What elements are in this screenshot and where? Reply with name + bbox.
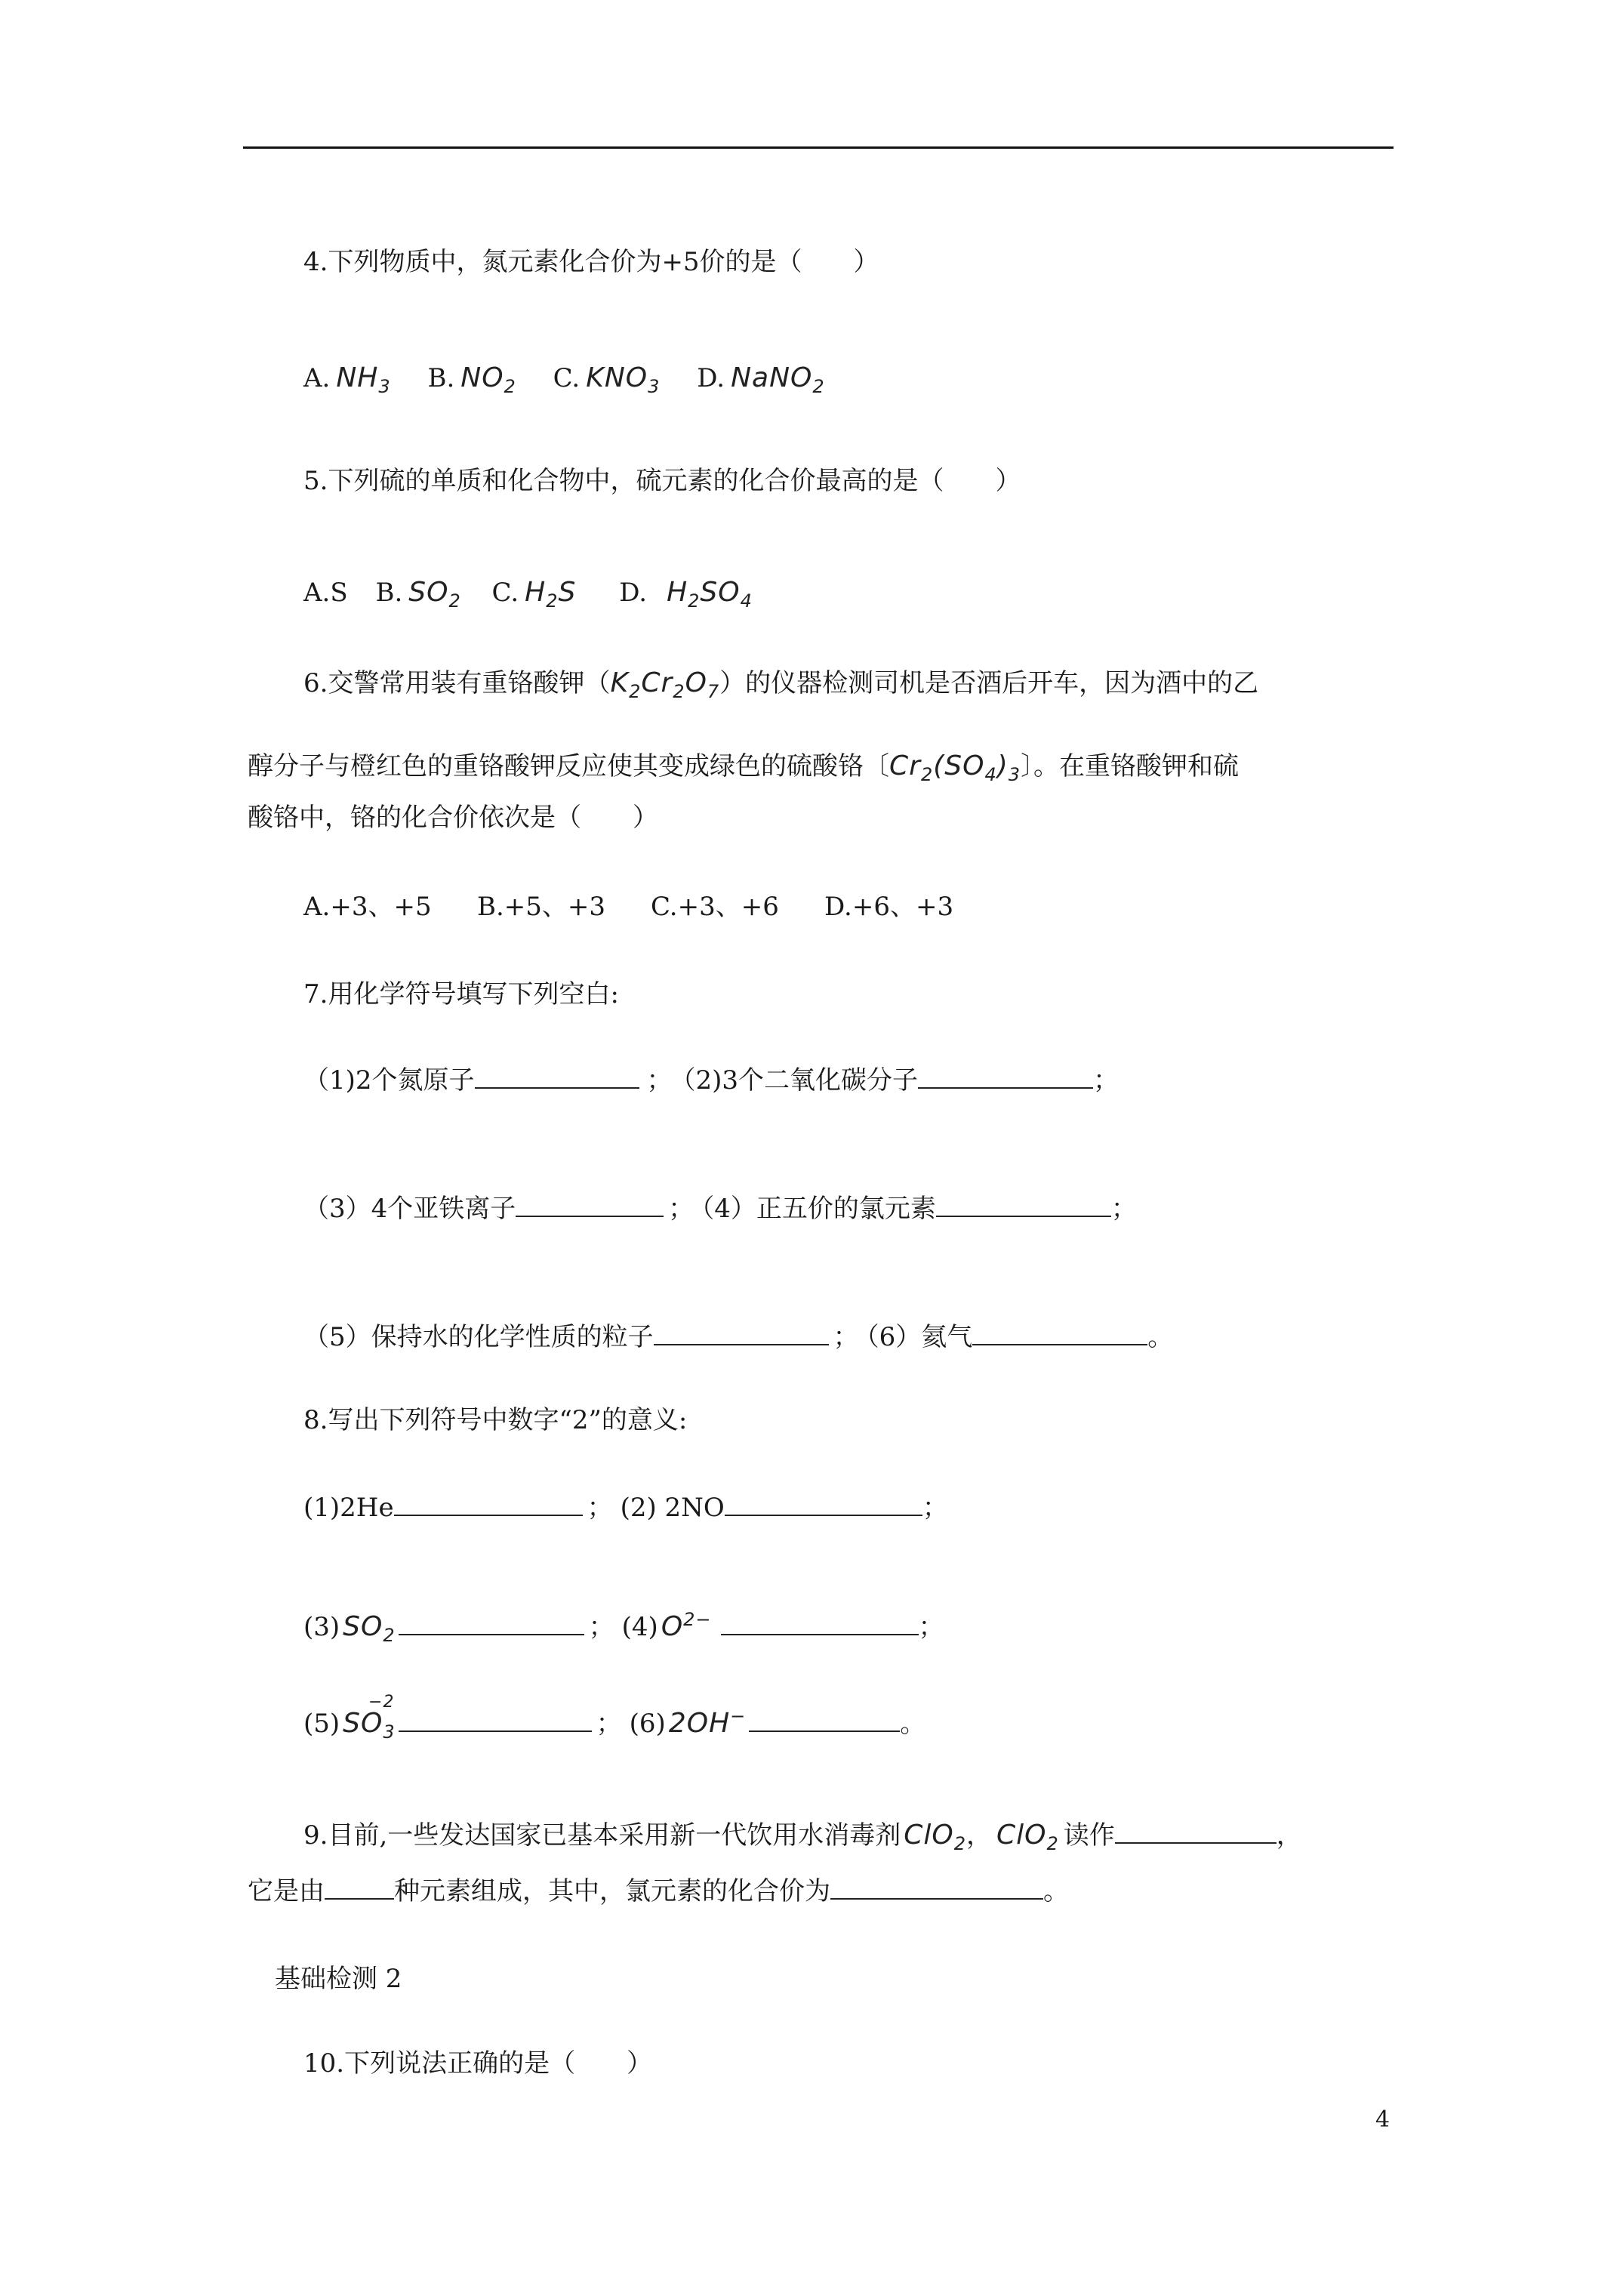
q6-option-d: D.+6、+3	[824, 892, 954, 922]
q4-option-a: A. $NH_3$	[303, 362, 391, 398]
q7-stem: 7.用化学符号填写下列空白:	[303, 979, 619, 1009]
q4-option-d: D. NaNO$_2$	[697, 362, 825, 398]
q7-blank-4[interactable]	[936, 1193, 1111, 1217]
page-number: 4	[1375, 2106, 1390, 2133]
q10-stem: 10.下列说法正确的是（ ）	[303, 2048, 653, 2079]
q9-line-1: 9.目前,一些发达国家已基本采用新一代饮用水消毒剂 ClO$_2$， ClO$_2$ 读作 ，	[303, 1820, 1302, 1855]
q6-option-a: A.+3、+5	[303, 892, 432, 922]
section-heading: 基础检测 2	[275, 1964, 402, 1994]
q5-option-d: D. $H_2SO_4$	[619, 577, 753, 612]
q7-blank-1[interactable]	[475, 1065, 639, 1089]
q8-row-1: (1)2He ； (2) 2NO ；	[303, 1493, 948, 1523]
header-rule	[243, 146, 1394, 149]
q6-line-3: 酸铬中，铬的化合价依次是（ ）	[248, 803, 658, 833]
q9-blank-2[interactable]	[325, 1875, 394, 1900]
q6-options	[303, 889, 953, 924]
q4-option-b: B. $NO_2$	[427, 362, 516, 398]
q7-blank-5[interactable]	[654, 1321, 829, 1345]
q7-row-1: （1)2个氮原子 ； （2)3个二氧化碳分子 ；	[303, 1065, 1119, 1096]
q7-blank-3[interactable]	[516, 1193, 664, 1217]
q6-option-b: B.+5、+3	[477, 892, 606, 922]
q8-blank-4[interactable]	[721, 1611, 919, 1635]
q8-blank-6[interactable]	[749, 1708, 900, 1732]
q9-blank-3[interactable]	[830, 1875, 1043, 1900]
q8-blank-5[interactable]	[399, 1708, 592, 1732]
q5-options	[303, 575, 753, 618]
q4-stem: 4.下列物质中，氮元素化合价为+5价的是（ ）	[303, 247, 879, 277]
q8-row-3: (5) S −2 $O_3$ ； (6) 2OH− 。	[303, 1693, 926, 1743]
q5-option-c: C. $H_2S$	[491, 577, 577, 612]
q7-blank-6[interactable]	[972, 1321, 1147, 1345]
q9-line-2: 它是由 种元素组成，其中，氯元素的化合价为 。	[248, 1876, 1069, 1906]
q6-option-c: C.+3、+6	[651, 892, 779, 922]
q5-stem: 5.下列硫的单质和化合物中，硫元素的化合价最高的是（ ）	[303, 466, 1021, 496]
q8-row-2: (3) $SO_2$ ； (4) $O^{2-}$ ；	[303, 1609, 944, 1647]
q7-row-2: （3）4个亚铁离子 ； （4）正五价的氯元素 ；	[303, 1194, 1137, 1224]
q7-blank-2[interactable]	[918, 1065, 1093, 1089]
q8-stem: 8.写出下列符号中数字“2”的意义:	[303, 1405, 688, 1435]
q9-blank-1[interactable]	[1115, 1820, 1277, 1844]
q6-line-1: 6.交警常用装有重铬酸钾$(K_2Cr_2O_7)$的仪器检测司机是否酒后开车，因为酒中的乙	[303, 667, 1259, 703]
q5-option-b: B. $SO_2$	[375, 577, 461, 612]
q8-blank-1[interactable]	[394, 1492, 583, 1516]
q4-options	[303, 361, 825, 404]
q6-formula-k2cr2o7: $K_2Cr_2O_7$	[610, 667, 720, 703]
q5-option-a: A.S	[303, 578, 348, 608]
q6-formula-cr2so43: $Cr_2(SO_4)_3$	[889, 750, 1021, 786]
q8-blank-2[interactable]	[725, 1492, 922, 1516]
q8-blank-3[interactable]	[399, 1611, 584, 1635]
q4-option-c: C. $KNO_3$	[553, 362, 661, 398]
q6-line-2: 醇分子与橙红色的重铬酸钾反应使其变成绿色的硫酸铬〔$Cr_2(SO_4)_3$〕。在重铬酸钾和硫	[248, 750, 1240, 786]
q7-row-3: （5）保持水的化学性质的粒子 ； （6）氦气 。	[303, 1322, 1174, 1352]
